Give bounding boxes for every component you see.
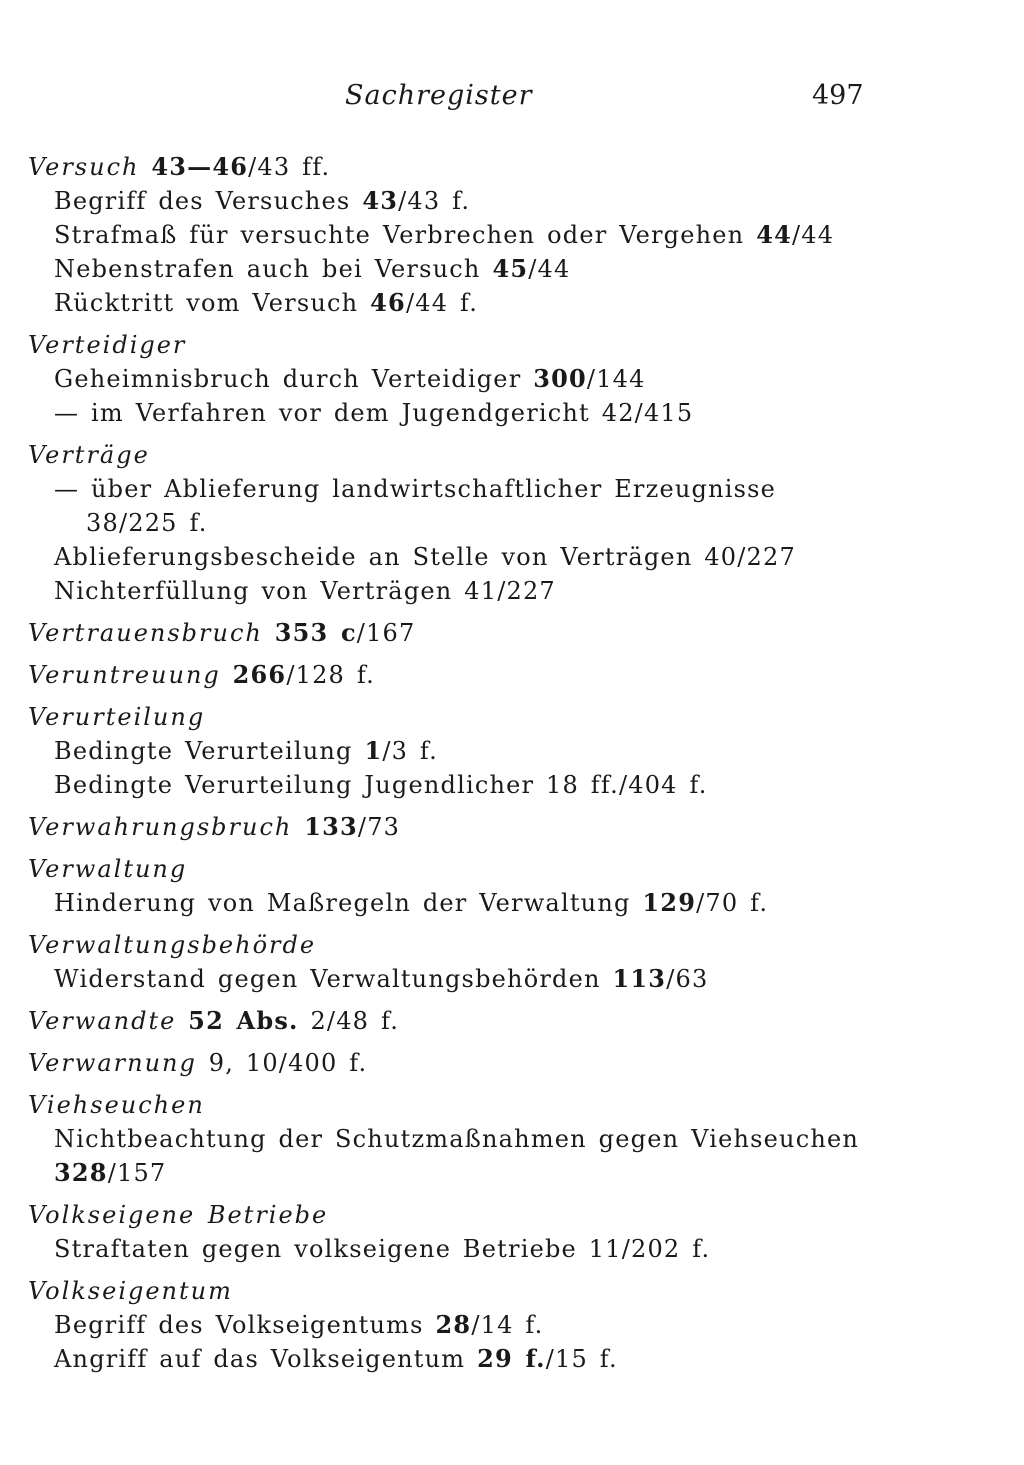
- subentry: — über Ablieferung landwirtschaftlicher Erzeugnisse: [54, 475, 777, 503]
- running-title: Sachregister: [345, 80, 533, 111]
- entry-heading: Versuch 43—46/43 ff.: [28, 152, 331, 181]
- subentry: Ablieferungsbescheide an Stelle von Verträgen 40/227: [54, 543, 796, 571]
- index-entry: [28, 1274, 968, 1376]
- index-entry: [28, 810, 968, 844]
- subentry: Rücktritt vom Versuch 46/44 f.: [54, 288, 479, 317]
- subentry: Nichterfüllung von Verträgen 41/227: [54, 577, 556, 605]
- page-header: [0, 80, 1024, 120]
- subentry: Strafmaß für versuchte Verbrechen oder Vergehen 44/44: [54, 220, 835, 249]
- index-entry: [28, 658, 968, 692]
- index-entry: [28, 700, 968, 802]
- subject-index: [28, 150, 968, 1384]
- subentry-continuation: 328/157: [54, 1158, 167, 1187]
- entry-heading: Verwaltungsbehörde: [28, 931, 317, 959]
- index-entry: [28, 616, 968, 650]
- entry-heading: Verurteilung: [28, 703, 206, 731]
- subentry: Nichtbeachtung der Schutzmaßnahmen gegen Viehseuchen: [54, 1125, 860, 1153]
- entry-heading: Verteidiger: [28, 331, 187, 359]
- entry-heading: Viehseuchen: [28, 1091, 205, 1119]
- subentry: Nebenstrafen auch bei Versuch 45/44: [54, 254, 571, 283]
- entry-heading: Verträge: [28, 441, 150, 469]
- subentry: Bedingte Verurteilung 1/3 f.: [54, 736, 438, 765]
- entry-heading: Verwandte 52 Abs. 2/48 f.: [28, 1006, 400, 1035]
- entry-heading: Volkseigene Betriebe: [28, 1201, 329, 1229]
- index-entry: [28, 150, 968, 320]
- index-entry: [28, 1046, 968, 1080]
- entry-heading: Verwarnung 9, 10/400 f.: [28, 1049, 368, 1077]
- page-number: 497: [812, 80, 864, 111]
- entry-heading: Veruntreuung 266/128 f.: [28, 660, 375, 689]
- subentry: Geheimnisbruch durch Verteidiger 300/144: [54, 364, 646, 393]
- subentry: Hinderung von Maßregeln der Verwaltung 129/70 f.: [54, 888, 769, 917]
- subentry: Begriff des Versuches 43/43 f.: [54, 186, 471, 215]
- subentry-continuation: 38/225 f.: [86, 509, 208, 537]
- entry-heading: Verwaltung: [28, 855, 188, 883]
- subentry: Widerstand gegen Verwaltungsbehörden 113/63: [54, 964, 709, 993]
- index-entry: [28, 852, 968, 920]
- subentry: Bedingte Verurteilung Jugendlicher 18 ff./404 f.: [54, 771, 708, 799]
- index-entry: [28, 438, 968, 608]
- subentry: — im Verfahren vor dem Jugendgericht 42/415: [54, 399, 694, 427]
- subentry: Begriff des Volkseigentums 28/14 f.: [54, 1310, 544, 1339]
- subentry: Angriff auf das Volkseigentum 29 f./15 f.: [54, 1344, 618, 1373]
- index-entry: [28, 1198, 968, 1266]
- index-entry: [28, 928, 968, 996]
- subentry: Straftaten gegen volkseigene Betriebe 11/202 f.: [54, 1235, 711, 1263]
- entry-heading: Verwahrungsbruch 133/73: [28, 812, 401, 841]
- entry-heading: Vertrauensbruch 353 c/167: [28, 618, 416, 647]
- index-entry: [28, 1004, 968, 1038]
- index-entry: [28, 328, 968, 430]
- index-entry: [28, 1088, 968, 1190]
- entry-heading: Volkseigentum: [28, 1277, 233, 1305]
